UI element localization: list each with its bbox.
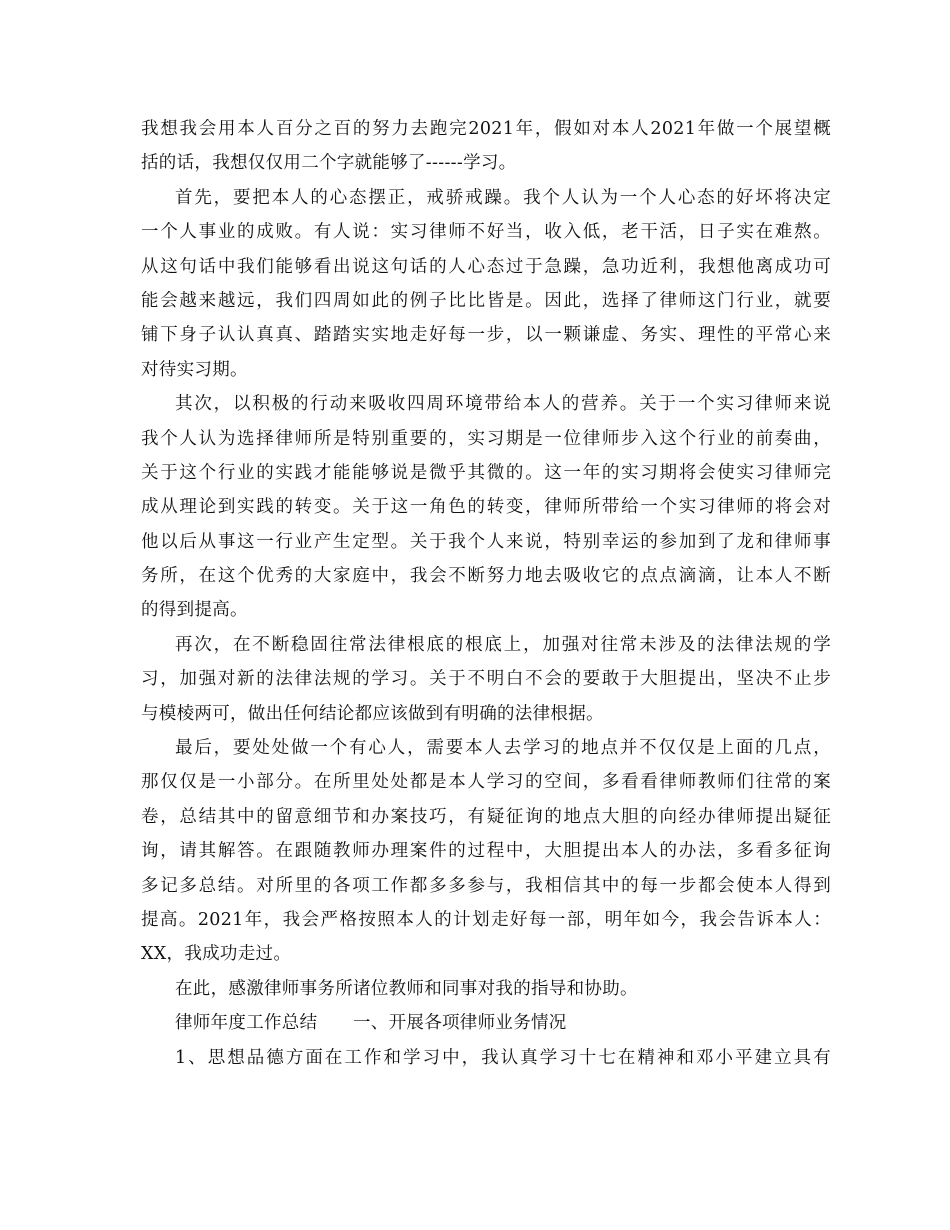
text-line: 卷，总结其中的留意细节和办案技巧，有疑征询的地点大胆的向经办律师提出疑征 <box>141 806 831 827</box>
text-line: 我想我会用本人百分之百的努力去跑完2021年，假如对本人2021年做一个展望概 <box>141 119 831 139</box>
section-heading-line: 律师年度工作总结 一、开展各项律师业务情况 <box>175 1013 567 1034</box>
text-line: 关于这个行业的实践才能能够说是微乎其微的。这一年的实习期将会使实习律师完 <box>141 462 831 483</box>
text-line: 习，加强对新的法律法规的学习。关于不明白不会的要敢于大胆提出，坚决不止步 <box>141 669 831 690</box>
text-line: 提高。2021年，我会严格按照本人的计划走好每一部，明年如今，我会告诉本人： <box>141 909 831 930</box>
text-line: 那仅仅是一小部分。在所里处处都是本人学习的空间，多看看律师教师们往常的案 <box>141 772 831 793</box>
text-line: XX，我成功走过。 <box>141 944 292 965</box>
text-line: 成从理论到实践的转变。关于这一角色的转变，律师所带给一个实习律师的将会对 <box>141 497 831 518</box>
text-line: 铺下身子认认真真、踏踏实实地走好每一步，以一颗谦虚、务实、理性的平常心来 <box>141 325 831 346</box>
text-line: 的得到提高。 <box>141 600 248 621</box>
text-line: 务所，在这个优秀的大家庭中，我会不断努力地去吸收它的点点滴滴，让本人不断 <box>141 566 831 587</box>
text-line: 多记多总结。对所里的各项工作都多多参与，我相信其中的每一步都会使本人得到 <box>141 875 831 896</box>
text-line: 我个人认为选择律师所是特别重要的，实习期是一位律师步入这个行业的前奏曲， <box>141 428 831 449</box>
paragraph-start-line: 再次，在不断稳固往常法律根底的根底上，加强对往常未涉及的法律法规的学 <box>175 634 831 655</box>
paragraph-start-line: 首先，要把本人的心态摆正，戒骄戒躁。我个人认为一个人心态的好坏将决定 <box>175 187 831 208</box>
document-body <box>141 112 831 1075</box>
text-line: 一个人事业的成败。有人说：实习律师不好当，收入低，老干活，日子实在难熬。 <box>141 222 831 243</box>
paragraph-start-line: 其次，以积极的行动来吸收四周环境带给本人的营养。关于一个实习律师来说 <box>175 394 831 415</box>
text-line: 询，请其解答。在跟随教师办理案件的过程中，大胆提出本人的办法，多看多征询 <box>141 841 831 862</box>
paragraph-start-line: 在此，感激律师事务所诸位教师和同事对我的指导和协助。 <box>175 978 638 999</box>
text-line: 他以后从事这一行业产生定型。关于我个人来说，特别幸运的参加到了龙和律师事 <box>141 531 831 552</box>
paragraph-start-line: 1、思想品德方面在工作和学习中，我认真学习十七在精神和邓小平建立具有 <box>175 1047 831 1068</box>
text-line: 与模棱两可，做出任何结论都应该做到有明确的法律根据。 <box>141 703 604 724</box>
text-line: 从这句话中我们能够看出说这句话的人心态过于急躁，急功近利，我想他离成功可 <box>141 256 831 277</box>
paragraph-start-line: 最后，要处处做一个有心人，需要本人去学习的地点并不仅仅是上面的几点， <box>175 738 831 759</box>
text-line: 括的话，我想仅仅用二个字就能够了------学习。 <box>141 153 517 174</box>
text-line: 能会越来越远，我们四周如此的例子比比皆是。因此，选择了律师这门行业，就要 <box>141 290 831 311</box>
text-line: 对待实习期。 <box>141 359 248 380</box>
